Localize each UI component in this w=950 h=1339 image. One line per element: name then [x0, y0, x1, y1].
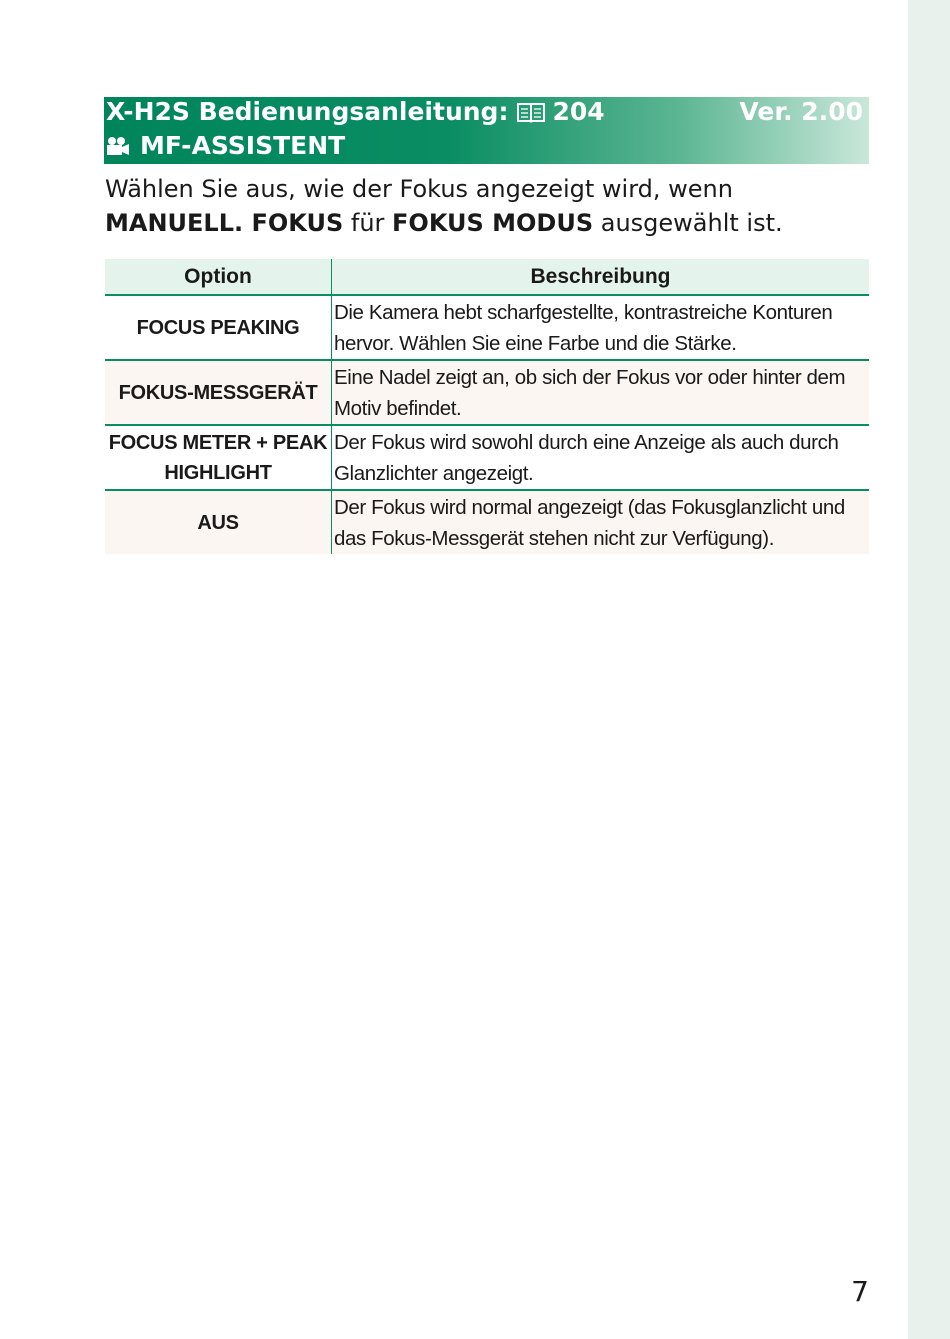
option-name: FOCUS PEAKING [105, 295, 332, 360]
intro-paragraph [105, 172, 875, 240]
options-table [105, 259, 869, 554]
movie-camera-icon [106, 136, 130, 156]
manual-title: X-H2S Bedienungsanleitung: [106, 97, 509, 126]
table-row [105, 490, 869, 554]
table-row [105, 360, 869, 425]
option-description: Eine Nadel zeigt an, ob sich der Fokus vor oder hinter dem Motiv befindet. [332, 360, 870, 425]
book-icon[interactable] [516, 101, 546, 123]
table-header-row [105, 259, 869, 295]
intro-bold-focus-mode: FOKUS MODUS [392, 209, 594, 237]
version-label: Ver. 2.00 [739, 97, 863, 126]
section-title-line [106, 131, 345, 161]
intro-text-2: für [343, 209, 393, 237]
section-title: MF-ASSISTENT [140, 131, 346, 160]
option-name: FOKUS-MESSGERÄT [105, 360, 332, 425]
option-name: FOCUS METER + PEAK HIGHLIGHT [105, 425, 332, 490]
header-band [104, 97, 869, 164]
side-strip [908, 0, 950, 1339]
intro-text-1: Wählen Sie aus, wie der Fokus angezeigt wird, wenn [105, 175, 733, 203]
page-reference-link[interactable]: 204 [552, 97, 605, 126]
intro-bold-manual-focus: MANUELL. FOKUS [105, 209, 344, 237]
option-description: Der Fokus wird sowohl durch eine Anzeige als auch durch Glanzlichter angezeigt. [332, 425, 870, 490]
table-row [105, 425, 869, 490]
page-number: 7 [851, 1275, 869, 1308]
header-title-line [106, 97, 605, 127]
column-header-option: Option [105, 259, 332, 295]
option-name: AUS [105, 490, 332, 554]
column-header-description: Beschreibung [332, 259, 870, 295]
table-row [105, 295, 869, 360]
option-description: Der Fokus wird normal angezeigt (das Fokusglanzlicht und das Fokus-Messgerät stehen nicht zur Verfügung). [332, 490, 870, 554]
intro-text-3: ausgewählt ist. [593, 209, 783, 237]
option-description: Die Kamera hebt scharfgestellte, kontrastreiche Konturen hervor. Wählen Sie eine Farbe und die Stärke. [332, 295, 870, 360]
